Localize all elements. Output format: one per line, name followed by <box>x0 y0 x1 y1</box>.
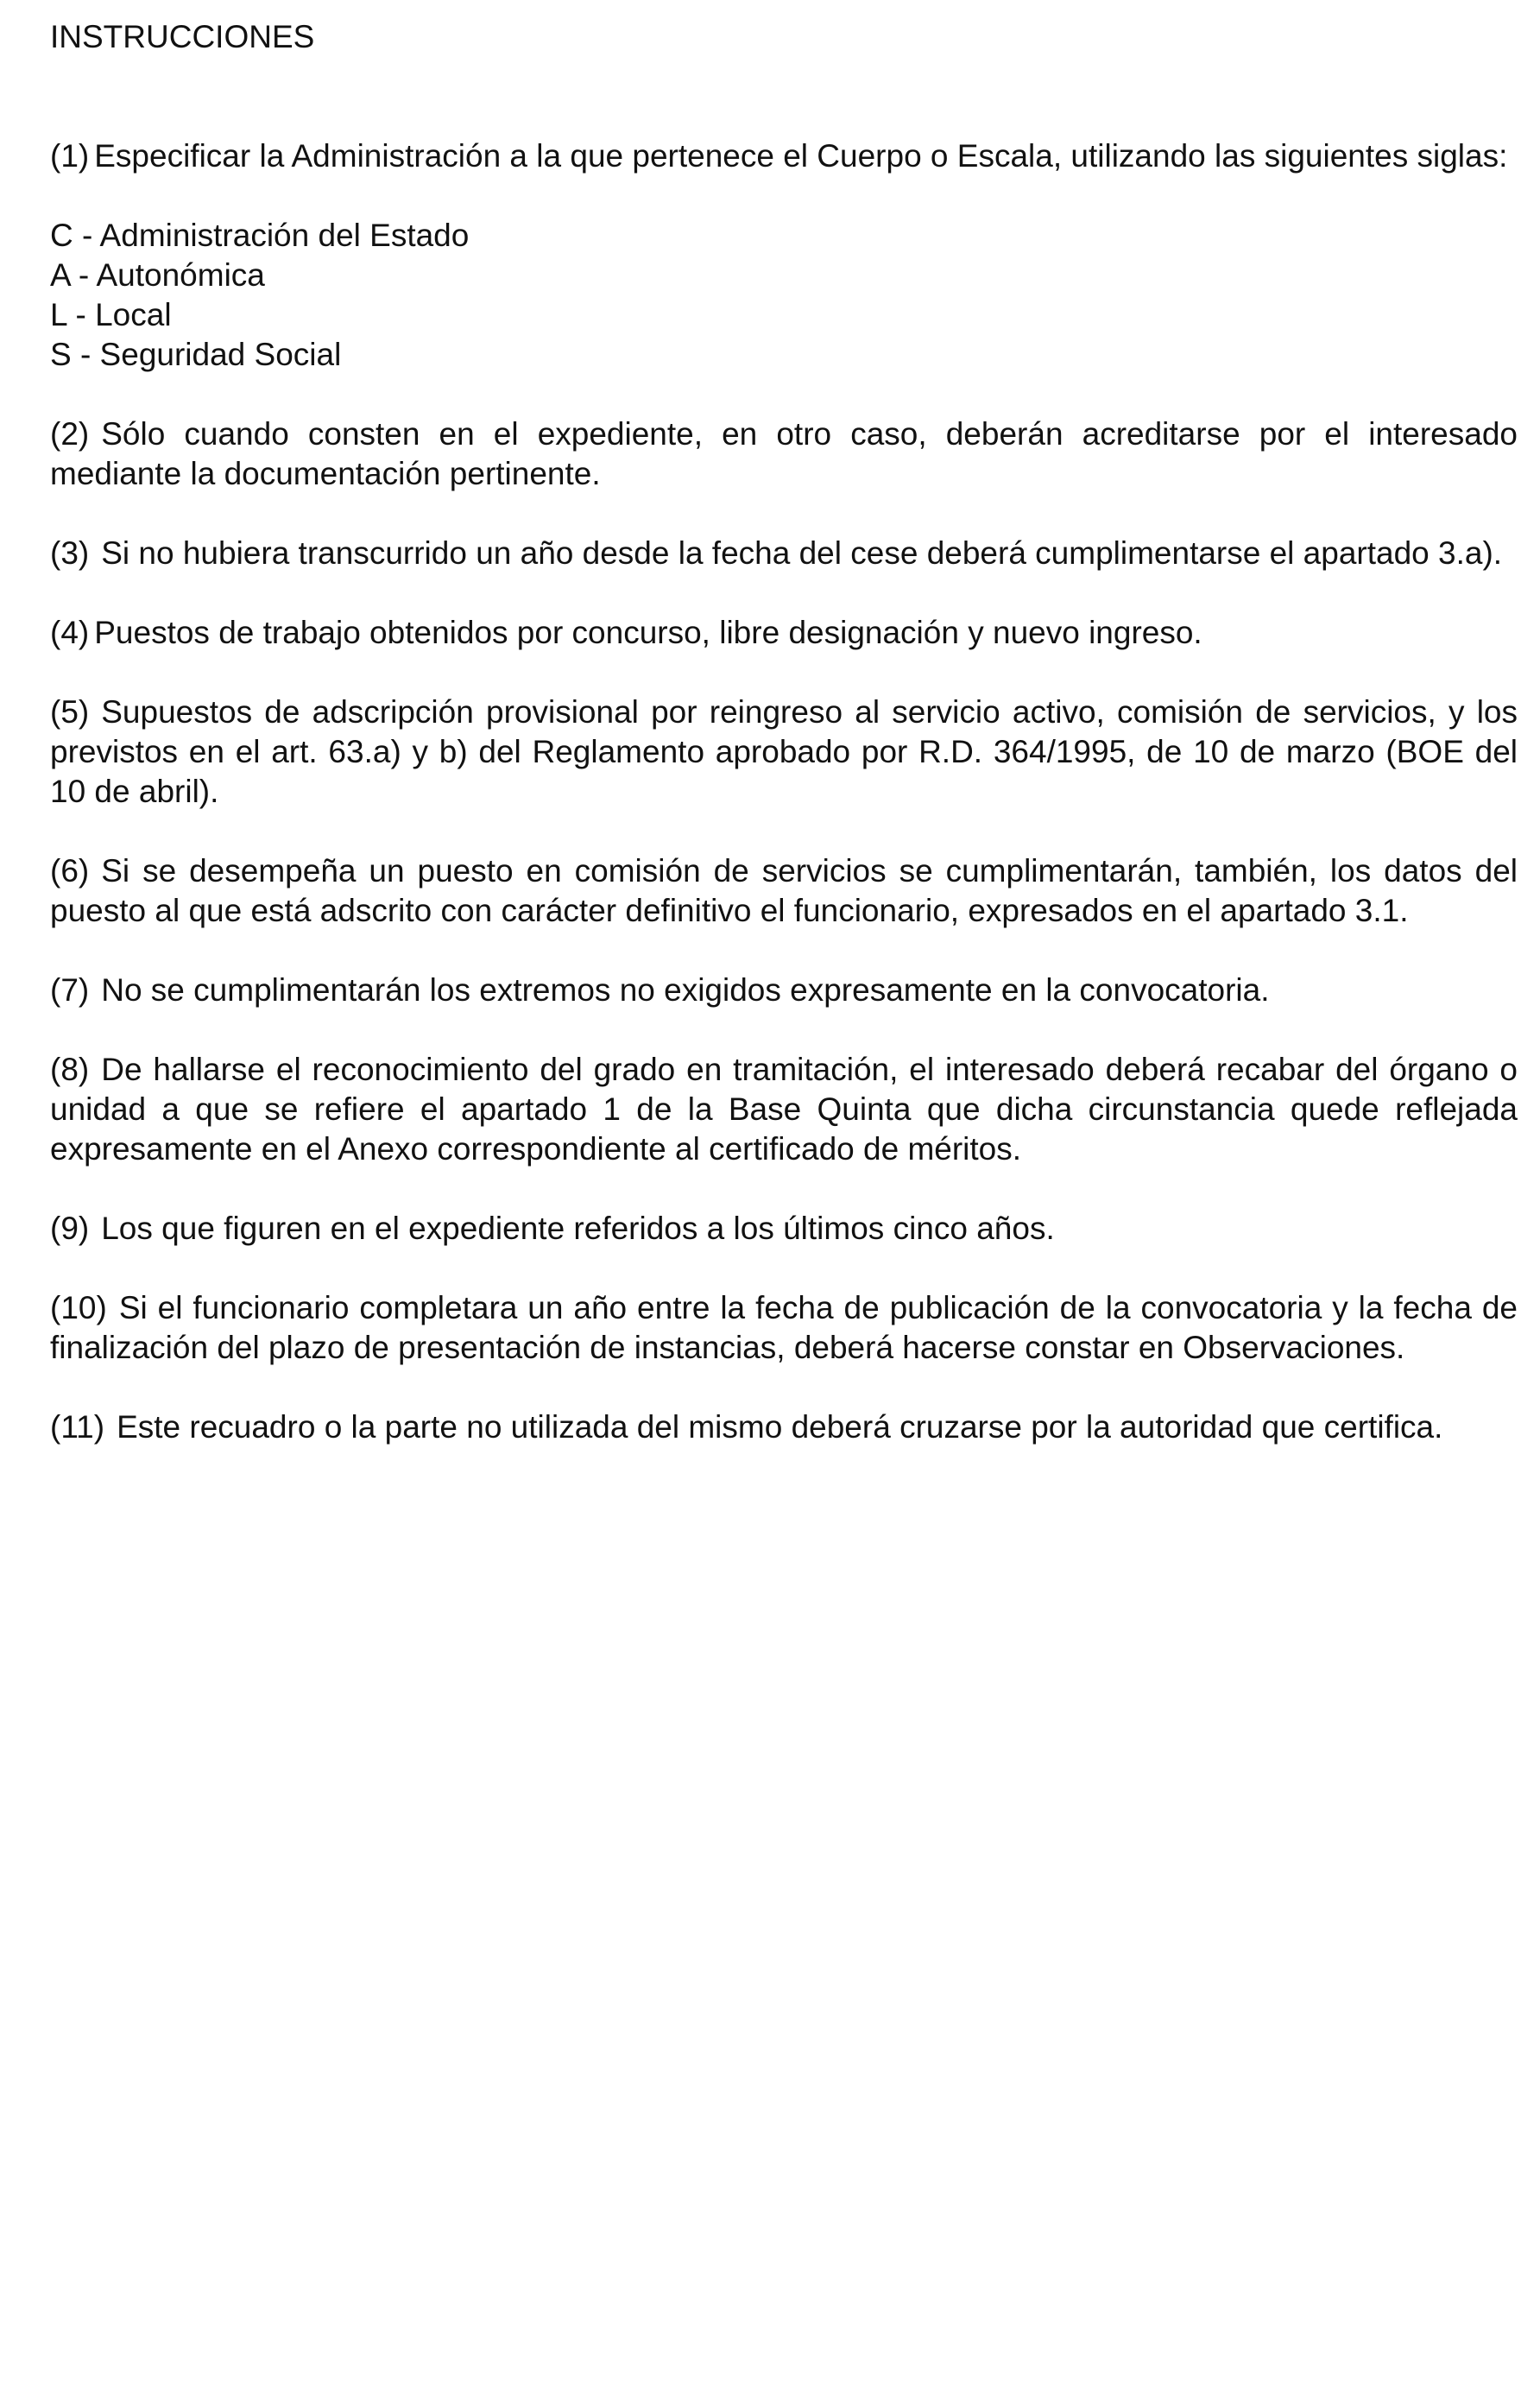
note-text: Puestos de trabajo obtenidos por concurso, libre designación y nuevo ingreso. <box>94 615 1202 650</box>
code-item-a: A - Autonómica <box>50 257 265 293</box>
instructions-page <box>50 17 1518 1487</box>
code-item-l: L - Local <box>50 297 172 332</box>
note-8 <box>50 1050 1518 1169</box>
note-number: (9) <box>50 1211 90 1246</box>
note-9 <box>50 1209 1518 1249</box>
note-text: Los que figuren en el expediente referidos a los últimos cinco años. <box>101 1211 1055 1246</box>
page-title: INSTRUCCIONES <box>50 19 315 54</box>
code-item-s: S - Seguridad Social <box>50 337 342 372</box>
note-1 <box>50 136 1518 176</box>
note-number: (2) <box>50 416 90 452</box>
note-text: Este recuadro o la parte no utilizada del mismo deberá cruzarse por la autoridad que certifica. <box>117 1409 1443 1445</box>
note-number: (6) <box>50 853 90 889</box>
note-text: No se cumplimentarán los extremos no exigidos expresamente en la convocatoria. <box>101 972 1270 1008</box>
note-number: (1) <box>50 138 90 174</box>
note-number: (7) <box>50 972 90 1008</box>
note-4 <box>50 613 1518 653</box>
note-6 <box>50 851 1518 931</box>
note-3 <box>50 534 1518 573</box>
note-text: Sólo cuando consten en el expediente, en otro caso, deberán acreditarse por el interesado mediante la documentación pertinente. <box>50 416 1518 491</box>
note-11 <box>50 1407 1518 1447</box>
note-5 <box>50 693 1518 812</box>
note-text: Si el funcionario completara un año entre la fecha de publicación de la convocatoria y la fecha de finalización del plazo de presentación de instancias, deberá hacerse constar en Observaciones. <box>50 1290 1518 1365</box>
note-text: Especificar la Administración a la que pertenece el Cuerpo o Escala, utilizando las siguientes siglas: <box>94 138 1508 174</box>
note-text: Supuestos de adscripción provisional por reingreso al servicio activo, comisión de servicios, y los previstos en el art. 63.a) y b) del Reglamento aprobado por R.D. 364/1995, de 10 de marzo (BOE del 10 de abril). <box>50 694 1518 809</box>
note-text: De hallarse el reconocimiento del grado en tramitación, el interesado deberá recabar del órgano o unidad a que se refiere el apartado 1 de la Base Quinta que dicha circunstancia quede reflejada expresamente en el Anexo correspondiente al certificado de méritos. <box>50 1052 1518 1167</box>
administration-codes-list <box>50 216 1518 375</box>
note-number: (10) <box>50 1290 107 1325</box>
note-10 <box>50 1288 1518 1368</box>
note-7 <box>50 971 1518 1010</box>
note-number: (3) <box>50 535 90 571</box>
note-text: Si no hubiera transcurrido un año desde la fecha del cese deberá cumplimentarse el apartado 3.a). <box>101 535 1503 571</box>
note-number: (5) <box>50 694 90 730</box>
note-text: Si se desempeña un puesto en comisión de servicios se cumplimentarán, también, los datos del puesto al que está adscrito con carácter definitivo el funcionario, expresados en el apartado 3.1. <box>50 853 1518 928</box>
note-2 <box>50 414 1518 494</box>
code-item-c: C - Administración del Estado <box>50 218 470 253</box>
note-number: (4) <box>50 615 90 650</box>
note-number: (11) <box>50 1409 105 1445</box>
note-number: (8) <box>50 1052 90 1087</box>
